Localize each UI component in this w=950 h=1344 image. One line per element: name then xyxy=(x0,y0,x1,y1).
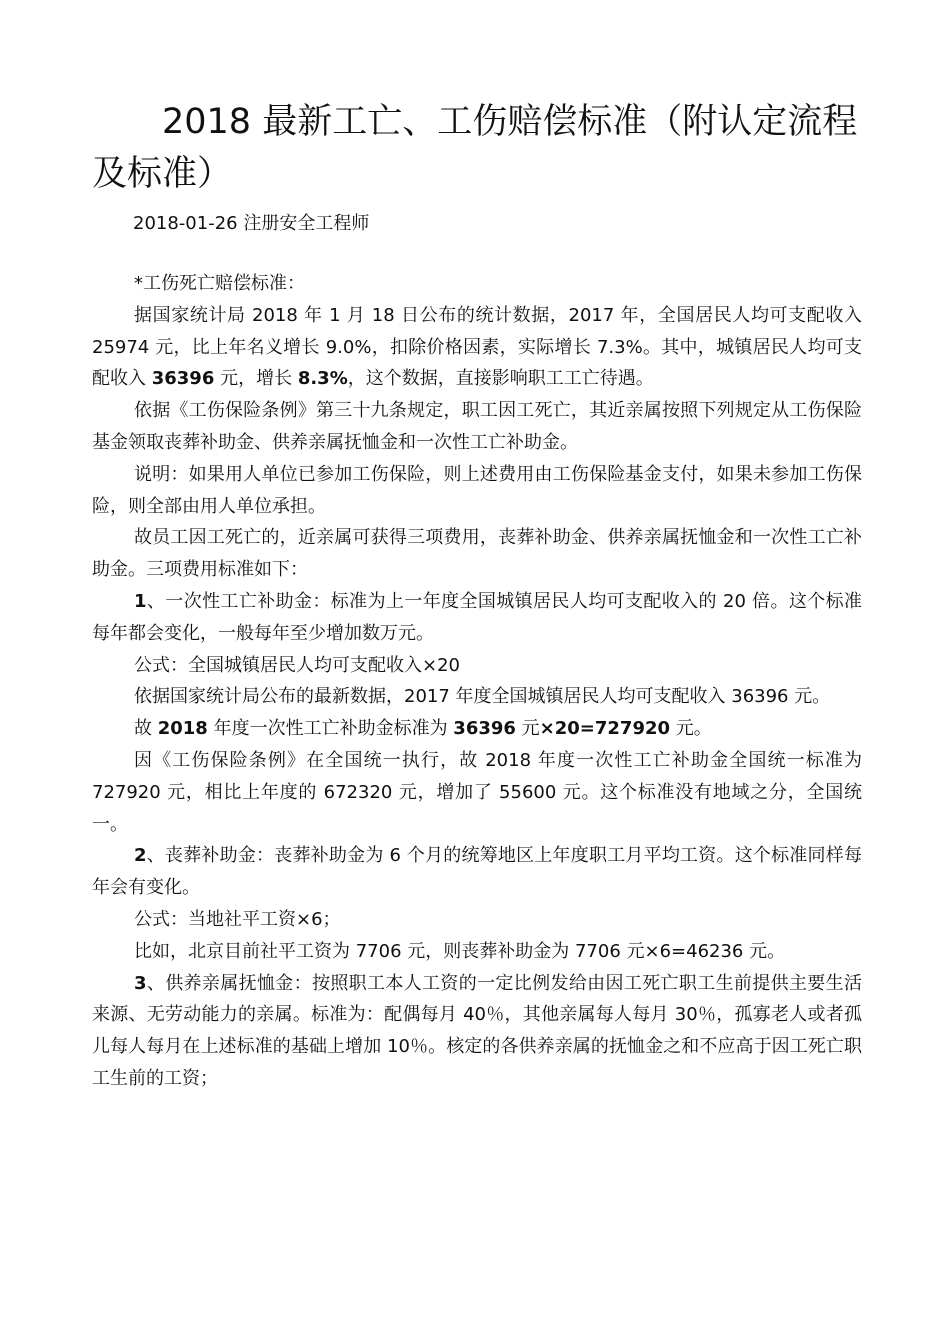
paragraph-formula-2: 公式：当地社平工资×6； xyxy=(134,908,341,930)
paragraph-item-1: 1、一次性工亡补助金：标准为上一年度全国城镇居民人均可支配收入的 20 倍。这个标准每年都会变化，一般每年至少增加数万元。 xyxy=(92,590,862,644)
publish-date-author: 2018-01-26 注册安全工程师 xyxy=(133,213,370,234)
document-body xyxy=(92,268,862,1095)
paragraph-three-fees: 故员工因工死亡的，近亲属可获得三项费用，丧葬补助金、供养亲属抚恤金和一次性工亡补助金。三项费用标准如下： xyxy=(92,527,862,581)
paragraph-death-compensation-heading: *工伤死亡赔偿标准： xyxy=(134,273,305,294)
paragraph-formula-1: 公式：全国城镇居民人均可支配收入×20 xyxy=(134,654,460,676)
paragraph-calculation: 故 2018 年度一次性工亡补助金标准为 36396 元×20=727920 元。 xyxy=(134,718,712,740)
paragraph-item-2: 2、丧葬补助金：丧葬补助金为 6 个月的统筹地区上年度职工月平均工资。这个标准同样每年会有变化。 xyxy=(92,845,862,899)
paragraph-item-3: 3、供养亲属抚恤金：按照职工本人工资的一定比例发给由因工死亡职工生前提供主要生活来源、无劳动能力的亲属。标准为：配偶每月 40％，其他亲属每人每月 30％，孤寡老人或者孤儿每人每月在上述标准的基础上增加 10％。核定的各供养亲属的抚恤金之和不应高于因工死亡职工生前的工资； xyxy=(92,972,862,1089)
paragraph-statistics: 据国家统计局 2018 年 1 月 18 日公布的统计数据，2017 年，全国居民人均可支配收入 25974 元，比上年名义增长 9.0%，扣除价格因素，实际增长 7.3%。其中，城镇居民人均可支配收入 36396 元，增长 8.3%，这个数据，直接影响职工工亡待遇。 xyxy=(92,304,862,390)
paragraph-beijing-example: 比如，北京目前社平工资为 7706 元，则丧葬补助金为 7706 元×6=46236 元。 xyxy=(134,940,786,962)
paragraph-national-standard: 因《工伤保险条例》在全国统一执行，故 2018 年度一次性工亡补助金全国统一标准为 727920 元，相比上年度的 672320 元，增加了 55600 元。这个标准没有地域之分，全国统一。 xyxy=(92,749,862,835)
paragraph-latest-data: 依据国家统计局公布的最新数据，2017 年度全国城镇居民人均可支配收入 36396 元。 xyxy=(134,686,831,708)
paragraph-regulation: 依据《工伤保险条例》第三十九条规定，职工因工死亡，其近亲属按照下列规定从工伤保险基金领取丧葬补助金、供养亲属抚恤金和一次性工亡补助金。 xyxy=(92,400,862,453)
document-title: 2018 最新工亡、工伤赔偿标准（附认定流程及标准） xyxy=(92,102,858,194)
paragraph-explanation: 说明：如果用人单位已参加工伤保险，则上述费用由工伤保险基金支付，如果未参加工伤保险，则全部由用人单位承担。 xyxy=(92,463,862,517)
